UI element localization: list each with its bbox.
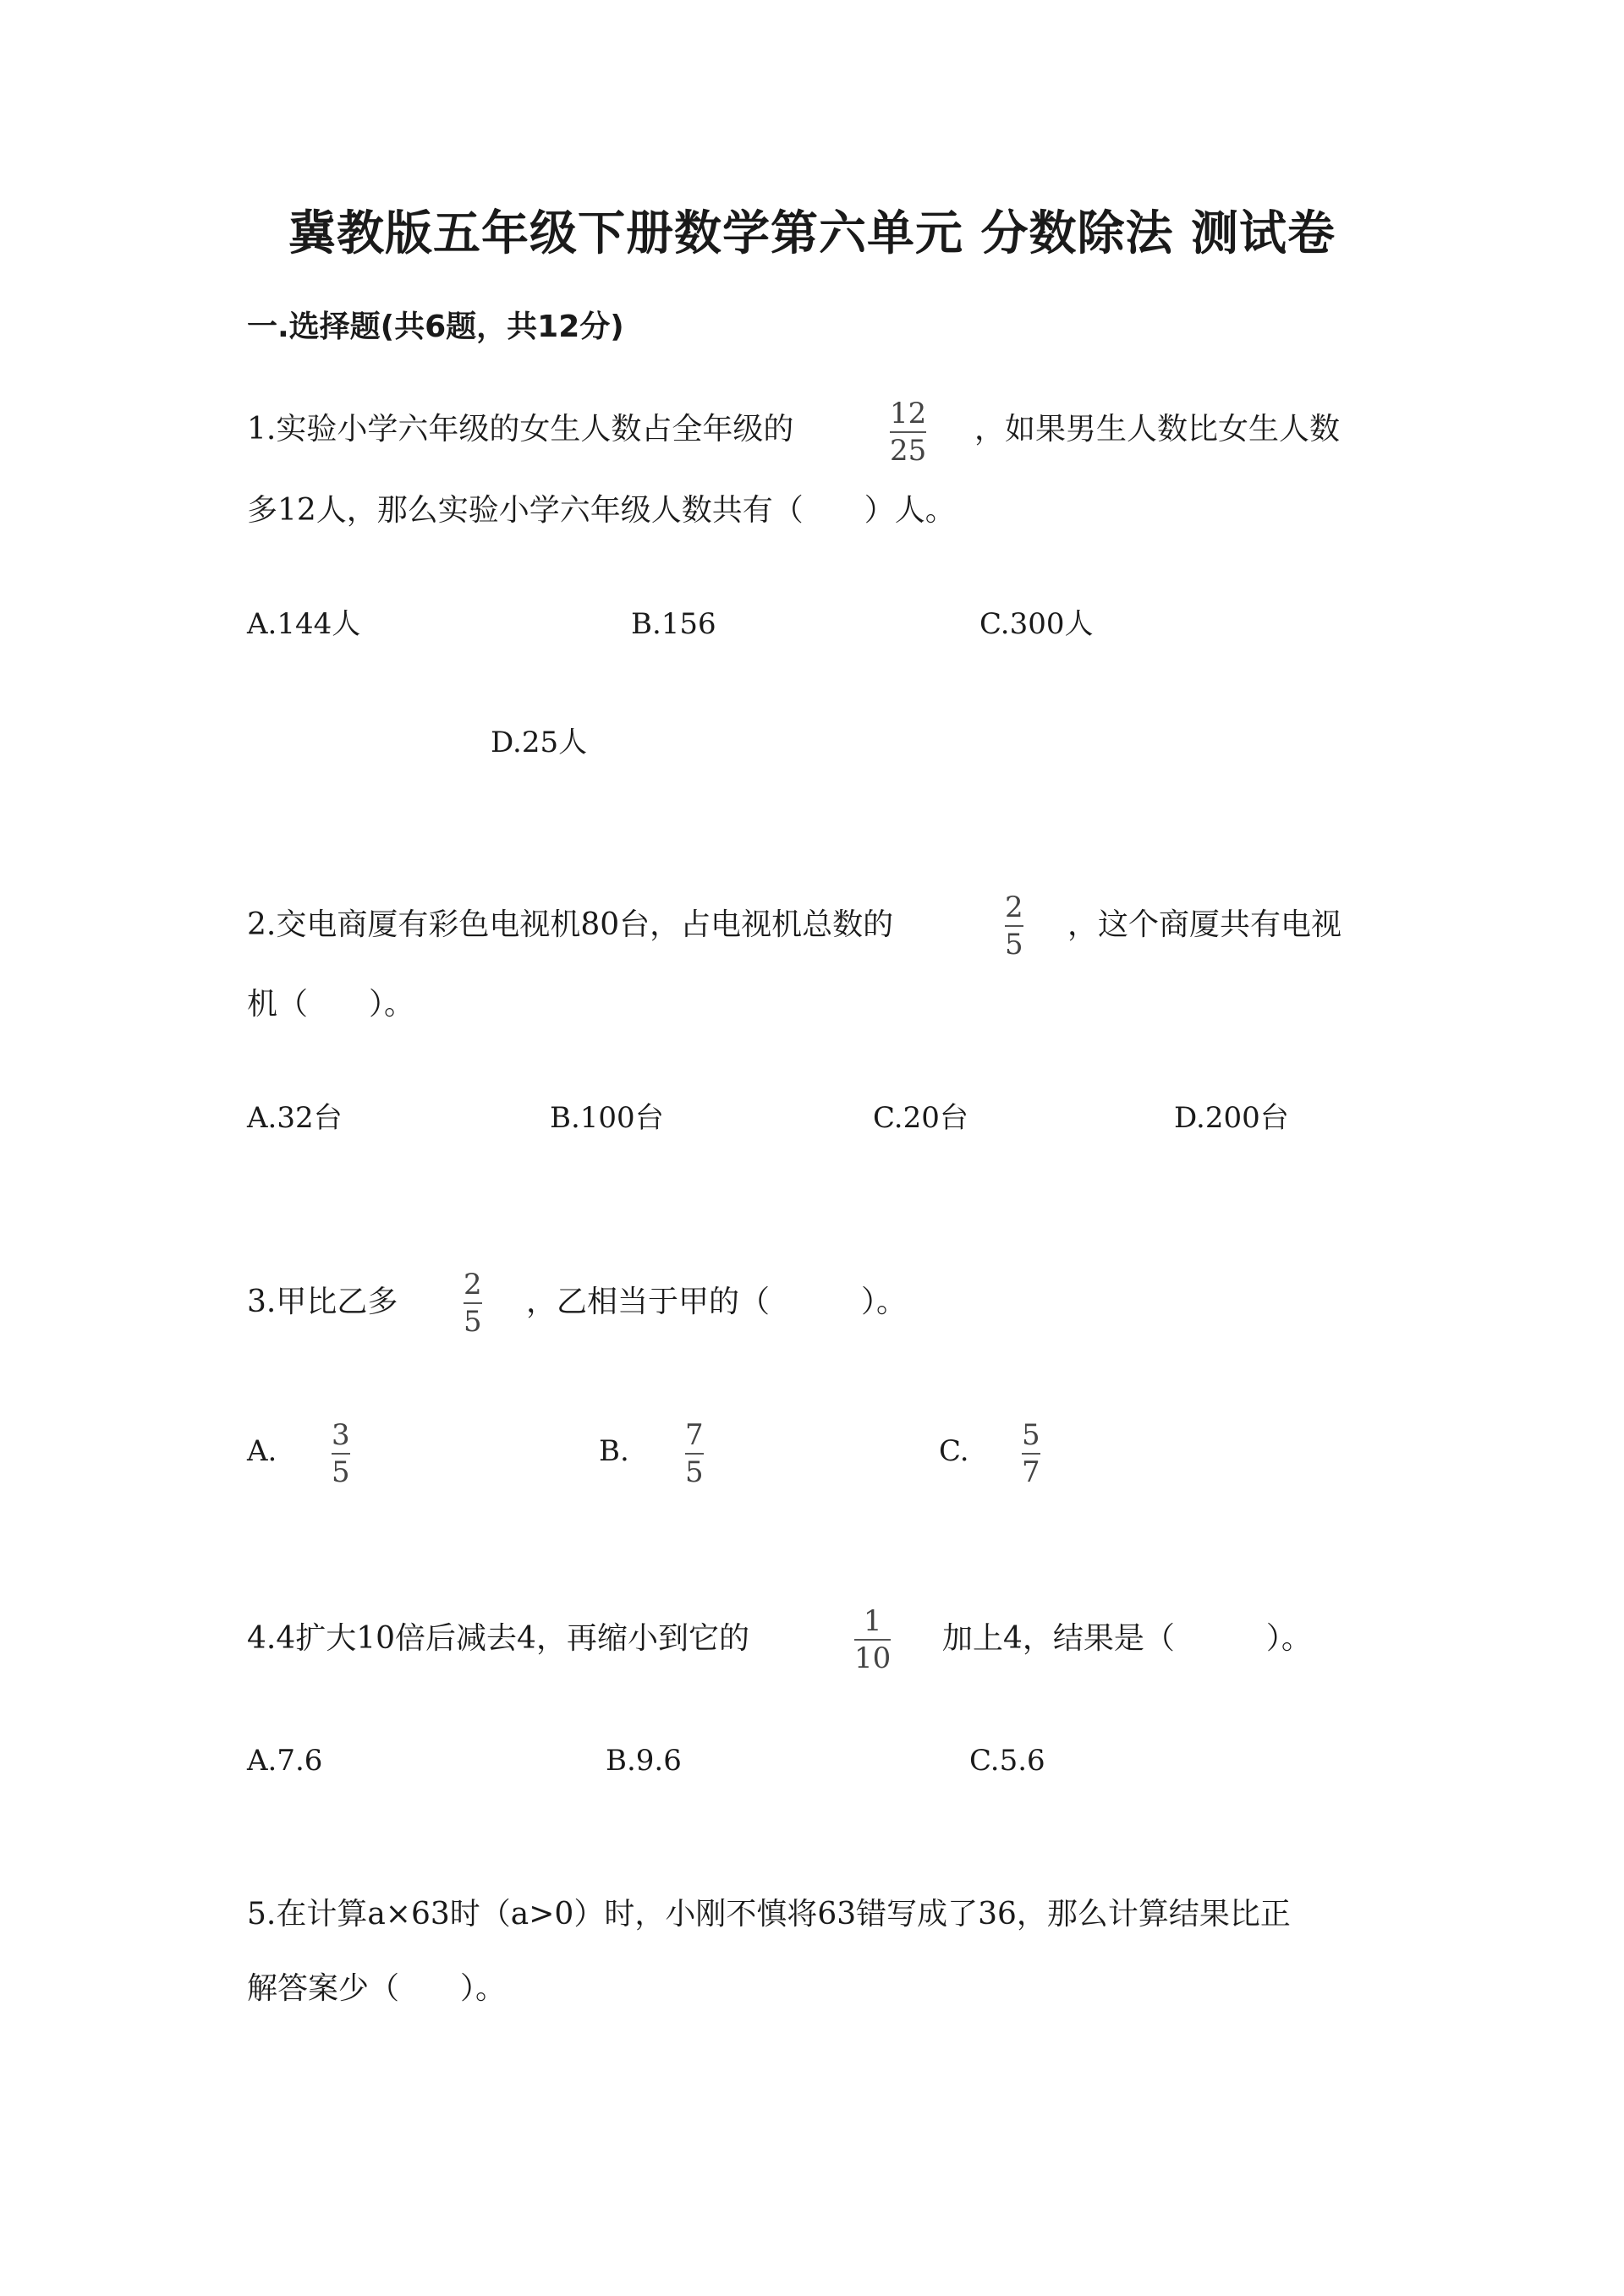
question-4-option-c[interactable]: C.5.6 [969,1744,1045,1778]
question-1-option-d[interactable]: D.25人 [491,726,588,759]
option-fraction [1022,1419,1040,1488]
fraction-denominator: 5 [464,1305,482,1339]
option-fraction [332,1419,350,1488]
question-4-text-b: 加上4，结果是（ ）。 [942,1621,1312,1656]
fraction-bar [1005,925,1023,927]
question-2-text-b: ，这个商厦共有电视 [1067,907,1342,942]
question-2-option-c[interactable]: C.20台 [873,1101,968,1135]
question-2-option-a[interactable]: A.32台 [247,1101,343,1135]
question-3-text-a: 3.甲比乙多 [247,1285,398,1319]
question-2-text-a: 2.交电商厦有彩色电视机80台，占电视机总数的 [247,907,894,942]
fraction-numerator: 1 [863,1604,882,1638]
question-4-fraction [854,1605,891,1674]
question-2-option-b[interactable]: B.100台 [550,1101,664,1135]
fraction-denominator: 5 [1005,928,1023,962]
fraction-numerator: 12 [890,397,927,430]
fraction-bar [1022,1453,1040,1455]
fraction-denominator: 5 [685,1455,704,1489]
question-1-text-b: ，如果男生人数比女生人数 [974,412,1341,447]
question-2-text-c: 机（ ）。 [247,987,415,1022]
fraction-denominator: 25 [890,434,927,468]
fraction-bar [464,1302,482,1304]
fraction-numerator: 5 [1022,1418,1040,1452]
fraction-numerator: 2 [464,1268,482,1301]
fraction-bar [854,1639,891,1641]
fraction-denominator: 7 [1022,1455,1040,1489]
option-label: B. [599,1434,629,1468]
fraction-numerator: 7 [685,1418,704,1452]
option-fraction [685,1419,704,1488]
question-3-fraction [464,1269,482,1338]
page-title: 冀教版五年级下册数学第六单元 分数除法 测试卷 [288,206,1336,261]
question-1-option-c[interactable]: C.300人 [979,607,1094,641]
question-4-option-a[interactable]: A.7.6 [247,1744,323,1778]
question-1-text-c: 多12人，那么实验小学六年级人数共有（ ）人。 [247,493,956,528]
question-5-text-a: 5.在计算a×63时（a>0）时，小刚不慎将63错写成了36，那么计算结果比正 [247,1897,1291,1932]
question-1-option-a[interactable]: A.144人 [247,607,361,641]
question-2-option-d[interactable]: D.200台 [1174,1101,1289,1135]
fraction-denominator: 5 [332,1455,350,1489]
fraction-numerator: 3 [332,1418,350,1452]
question-2-fraction [1005,891,1023,961]
question-4-option-b[interactable]: B.9.6 [606,1744,682,1778]
fraction-bar [685,1453,704,1455]
section-heading: 一.选择题(共6题，共12分) [247,310,624,344]
option-label: C. [939,1434,969,1468]
fraction-bar [890,431,926,433]
question-1-option-b[interactable]: B.156 [631,607,716,641]
question-1-fraction [890,397,926,467]
question-4-text-a: 4.4扩大10倍后减去4，再缩小到它的 [247,1621,749,1656]
fraction-denominator: 10 [854,1641,892,1675]
question-3-text-b: ，乙相当于甲的（ ）。 [526,1285,908,1319]
option-label: A. [247,1434,277,1468]
fraction-numerator: 2 [1005,890,1023,924]
question-5-text-b: 解答案少（ ）。 [247,1971,507,2006]
question-1-text-a: 1.实验小学六年级的女生人数占全年级的 [247,412,794,447]
fraction-bar [332,1453,350,1455]
